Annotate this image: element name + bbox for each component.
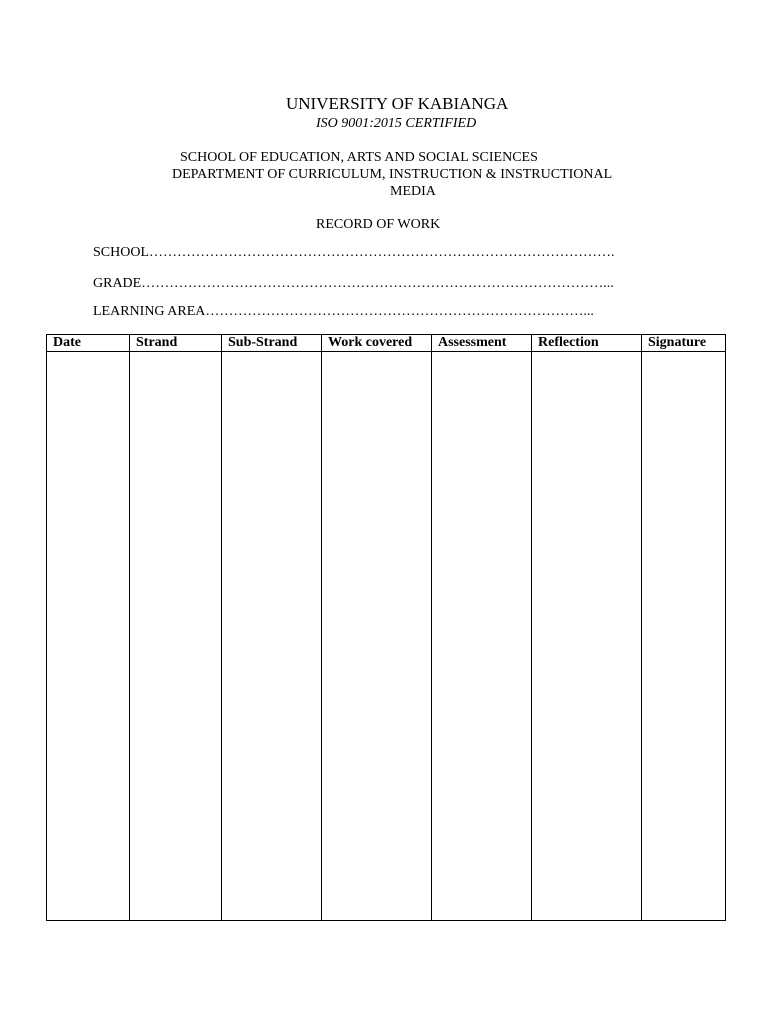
date-cell[interactable]	[47, 352, 130, 921]
record-of-work-table	[46, 334, 726, 921]
university-title: UNIVERSITY OF KABIANGA	[286, 94, 509, 113]
school-field: SCHOOL……………………………………………………………………………………….	[93, 245, 615, 260]
strand-cell[interactable]	[130, 352, 222, 921]
school-name: SCHOOL OF EDUCATION, ARTS AND SOCIAL SCIENCES	[180, 150, 538, 165]
certification-subtitle: ISO 9001:2015 CERTIFIED	[316, 116, 477, 131]
document-title: RECORD OF WORK	[316, 217, 441, 232]
work-covered-cell[interactable]	[322, 352, 432, 921]
department-name-line-1: DEPARTMENT OF CURRICULUM, INSTRUCTION & INSTRUCTIONAL	[172, 167, 613, 182]
table-row	[47, 352, 726, 921]
assessment-cell[interactable]	[432, 352, 532, 921]
signature-cell[interactable]	[642, 352, 726, 921]
grade-field: GRADE………………………………………………………………………………………...	[93, 276, 614, 291]
column-header-strand: Strand	[130, 335, 222, 352]
sub-strand-cell[interactable]	[222, 352, 322, 921]
table-header-row	[47, 335, 726, 352]
column-header-date: Date	[47, 335, 130, 352]
department-name-line-2: MEDIA	[390, 184, 436, 199]
learning-area-field: LEARNING AREA………………………………………………………………………...	[93, 304, 594, 319]
column-header-sub-strand: Sub-Strand	[222, 335, 322, 352]
reflection-cell[interactable]	[532, 352, 642, 921]
column-header-signature: Signature	[642, 335, 726, 352]
column-header-assessment: Assessment	[432, 335, 532, 352]
column-header-reflection: Reflection	[532, 335, 642, 352]
column-header-work-covered: Work covered	[322, 335, 432, 352]
